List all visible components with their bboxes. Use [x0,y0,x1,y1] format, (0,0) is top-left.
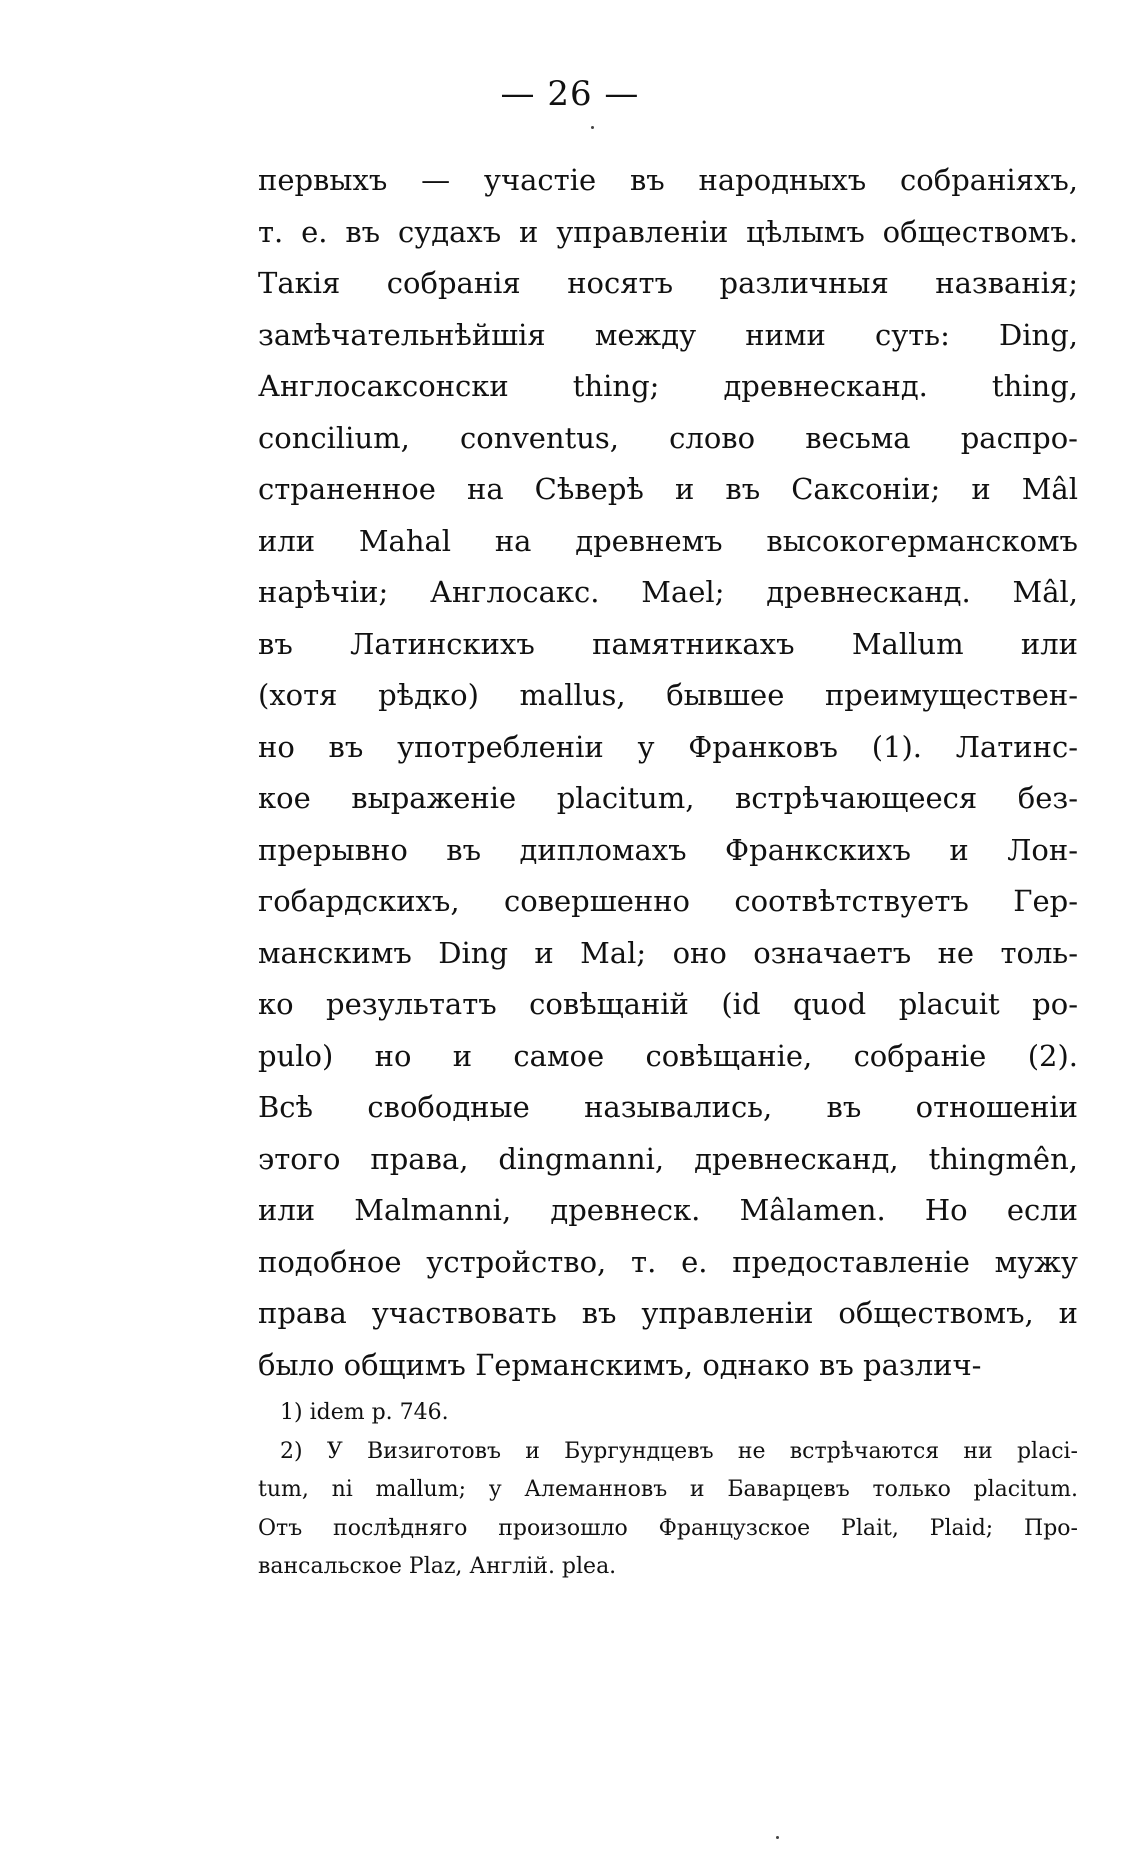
footnote-2-continued: tum, ni mallum; у Алеманновъ и Баварцевъ только placitum. [258,1477,1078,1502]
text-line: первыхъ — участіе въ народныхъ собраніяхъ, [258,163,1078,197]
footnote-1: 1) idem p. 746. [280,1400,449,1425]
main-text-block [258,155,1078,1391]
print-speck [776,1836,779,1839]
footnotes [258,1394,1078,1587]
text-line: т. е. въ судахъ и управленіи цѣлымъ обществомъ. [258,214,1078,249]
footnote-2-continued: вансальское Plaz, Англій. plea. [258,1554,617,1579]
text-line: прерывно въ дипломахъ Франкскихъ и Лон- [258,832,1078,867]
text-line: нарѣчіи; Англосакс. Mael; древнесканд. Mâl, [258,575,1078,609]
page-header: — 26 — [500,74,640,114]
text-line: Такія собранія носятъ различныя названія; [258,266,1078,300]
footnote-2: 2) У Визиготовъ и Бургундцевъ не встрѣчаются ни placi- [280,1438,1078,1464]
text-line: Всѣ свободные назывались, въ отношеніи [258,1090,1078,1124]
text-line: ко результатъ совѣщаній (id quod placuit po- [258,987,1078,1021]
text-line: подобное устройство, т. е. предоставленіе мужу [258,1244,1078,1279]
text-line: манскимъ Ding и Mal; оно означаетъ не толь- [258,935,1078,970]
text-line: кое выраженіе placitum, встрѣчающееся без- [258,781,1078,815]
text-line: concilium, conventus, слово весьма распро- [258,420,1078,455]
text-line: Англосаксонски thing; древнесканд. thing, [258,369,1078,403]
text-line: но въ употребленіи у Франковъ (1). Латинс- [258,729,1078,764]
text-line: pulo) но и самое совѣщаніе, собраніе (2). [258,1038,1078,1073]
text-line: было общимъ Германскимъ, однако въ различ- [258,1347,982,1382]
text-line: гобардскихъ, совершенно соотвѣтствуетъ Гер- [258,884,1078,918]
text-line: этого права, dingmanni, древнесканд, thingmên, [258,1141,1078,1176]
print-speck [591,126,594,129]
text-line: страненное на Сѣверѣ и въ Саксоніи; и Mâl [258,472,1078,506]
text-line: замѣчательнѣйшія между ними суть: Ding, [258,317,1078,352]
text-line: (хотя рѣдко) mallus, бывшее преимуществен- [258,678,1078,712]
text-line: или Malmanni, древнеск. Mâlamen. Но если [258,1193,1078,1227]
text-line: или Mahal на древнемъ высокогерманскомъ [258,523,1078,558]
footnote-2-continued: Отъ послѣдняго произошло Французское Plait, Plaid; Про- [258,1515,1078,1541]
text-line: права участвовать въ управленіи обществомъ, и [258,1296,1078,1330]
text-line: въ Латинскихъ памятникахъ Mallum или [258,626,1078,661]
